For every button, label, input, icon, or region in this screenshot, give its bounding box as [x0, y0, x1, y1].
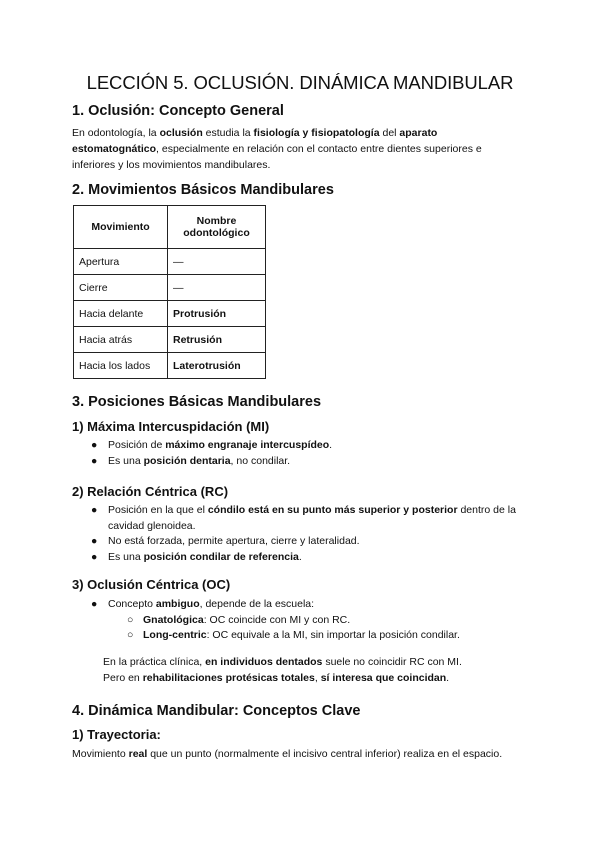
table-row — [74, 327, 266, 353]
oc-sub-list — [108, 613, 531, 644]
text-run: , no condilar. — [230, 454, 291, 467]
text-run: , — [314, 672, 321, 684]
section-4-heading: 4. Dinámica Mandibular: Conceptos Clave — [72, 703, 361, 719]
text-run: , depende de la escuela: — [199, 598, 315, 610]
bullet-icon: ● — [91, 454, 98, 467]
rc-bullet-list — [91, 503, 531, 565]
text-run: Es una — [108, 454, 144, 467]
list-item-text — [108, 551, 302, 563]
text-run: En odontología, la — [72, 127, 160, 139]
bold-text: Long-centric — [143, 629, 207, 641]
table-header-movement: Movimiento — [74, 206, 168, 249]
sub-list-item-text — [143, 614, 350, 626]
list-item — [91, 597, 531, 644]
mi-heading: 1) Máxima Intercuspidación (MI) — [72, 419, 270, 434]
bullet-icon: ● — [91, 535, 98, 547]
bold-text: oclusión — [159, 127, 203, 139]
bold-text: en individuos dentados — [205, 656, 323, 668]
text-run: En la práctica clínica, — [103, 656, 206, 668]
text-run: , especialmente en relación con el contacto entre dientes superiores e inferiores y los movimientos mandibulares. — [72, 143, 482, 171]
oc-clinical-note — [103, 654, 543, 686]
oc-heading: 3) Oclusión Céntrica (OC) — [72, 577, 231, 592]
document-title: LECCIÓN 5. OCLUSIÓN. DINÁMICA MANDIBULAR — [86, 72, 514, 93]
text-run: suele no coincidir RC con MI. — [322, 656, 462, 668]
trajectory-paragraph — [72, 746, 532, 762]
table-header-name: Nombre odontológico — [168, 206, 266, 249]
oc-bullet-text — [108, 598, 314, 610]
bullet-icon: ● — [91, 550, 98, 563]
movement-cell: Apertura — [74, 249, 168, 275]
bold-text: posición dentaria — [143, 454, 231, 467]
sub-list-item — [127, 613, 531, 629]
text-run: Pero en — [103, 672, 143, 684]
movement-cell: Hacia atrás — [74, 327, 168, 353]
bold-text: posición condilar de referencia — [143, 550, 299, 563]
list-item — [91, 550, 531, 566]
list-item-text — [108, 455, 290, 467]
text-run: No está forzada, permite apertura, cierre y lateralidad. — [108, 535, 360, 547]
text-run: dentro de la cavidad glenoidea. — [108, 504, 516, 532]
rc-heading: 2) Relación Céntrica (RC) — [72, 484, 229, 499]
table-header-row — [74, 206, 266, 249]
section-2-heading: 2. Movimientos Básicos Mandibulares — [72, 182, 334, 198]
bold-text: máximo engranaje intercuspídeo — [165, 439, 330, 451]
list-item — [91, 503, 531, 534]
list-item — [91, 438, 531, 454]
bold-text: fisiología y fisiopatología — [253, 127, 380, 139]
dental-name-cell: — — [168, 275, 266, 301]
dental-name-cell: Laterotrusión — [168, 353, 266, 379]
text-run: del — [379, 127, 400, 139]
list-item-text — [108, 439, 332, 451]
list-item-text — [108, 504, 516, 532]
text-run: Concepto — [108, 598, 156, 610]
section-1-heading: 1. Oclusión: Concepto General — [72, 103, 284, 119]
text-run: que un punto (normalmente el incisivo central inferior) realiza en el espacio. — [147, 748, 503, 760]
bullet-icon: ● — [91, 439, 98, 451]
bold-text: rehabilitaciones protésicas totales — [142, 672, 315, 684]
trajectory-heading: 1) Trayectoria: — [72, 727, 161, 742]
movements-table — [73, 205, 266, 379]
text-run: Es una — [108, 550, 144, 563]
text-run: : OC coincide con MI y con RC. — [203, 613, 351, 626]
bold-text: cóndilo está en su punto más superior y posterior — [207, 504, 458, 516]
text-run: Movimiento — [72, 748, 129, 760]
sub-list-item — [127, 628, 531, 644]
text-run: Posición de — [108, 439, 166, 451]
text-run: . — [329, 439, 333, 451]
text-run: : OC equivale a la MI, sin importar la posición condilar. — [206, 629, 460, 641]
text-run: . — [298, 550, 302, 563]
text-run: estudia la — [202, 127, 254, 139]
text-run: . — [446, 672, 450, 684]
dental-name-cell: Protrusión — [168, 301, 266, 327]
bold-text: ambiguo — [155, 598, 200, 610]
dental-name-cell: Retrusión — [168, 327, 266, 353]
sub-list-item-text — [143, 629, 460, 641]
section-1-paragraph — [72, 125, 517, 173]
circle-bullet-icon: ○ — [127, 629, 134, 641]
table-row — [74, 249, 266, 275]
bold-text: real — [128, 748, 148, 760]
movement-cell: Hacia los lados — [74, 353, 168, 379]
circle-bullet-icon: ○ — [127, 613, 134, 626]
bold-text: aparato estomatognático — [72, 127, 438, 155]
oc-bullet-list — [91, 597, 531, 644]
movement-cell: Hacia delante — [74, 301, 168, 327]
table-row — [74, 275, 266, 301]
table-row — [74, 301, 266, 327]
bullet-icon: ● — [91, 504, 98, 516]
text-run: Posición en la que el — [108, 504, 208, 516]
list-item — [91, 534, 531, 550]
table-body — [74, 249, 266, 379]
bold-text: Gnatológica — [143, 613, 204, 626]
section-3-heading: 3. Posiciones Básicas Mandibulares — [72, 394, 322, 410]
bullet-icon: ● — [91, 598, 98, 610]
mi-bullet-list — [91, 438, 531, 469]
dental-name-cell: — — [168, 249, 266, 275]
movement-cell: Cierre — [74, 275, 168, 301]
bold-text: sí interesa que coincidan — [320, 672, 447, 684]
table-row — [74, 353, 266, 379]
list-item-text — [108, 535, 360, 547]
list-item — [91, 454, 531, 470]
